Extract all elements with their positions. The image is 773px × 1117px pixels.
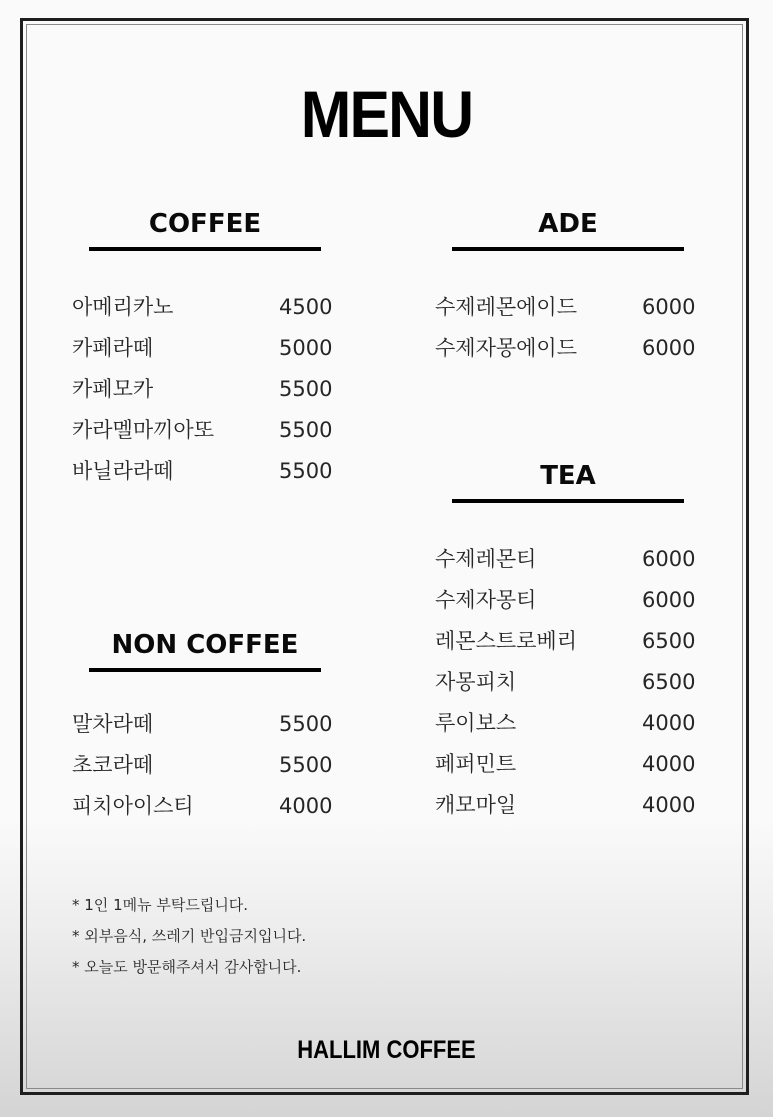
- non-coffee-section: [89, 630, 321, 676]
- menu-item-price: 6000: [642, 547, 696, 571]
- menu-item-price: 6000: [642, 336, 696, 360]
- tea-section: [452, 461, 684, 507]
- tea-heading-rule: [452, 499, 684, 503]
- menu-item-name: 페퍼민트: [435, 752, 517, 776]
- note-item: * 1인 1메뉴 부탁드립니다.: [72, 896, 249, 914]
- menu-item: [435, 626, 697, 656]
- menu-item-price: 4000: [642, 711, 696, 735]
- menu-item-price: 4000: [642, 793, 696, 817]
- coffee-heading-rule: [89, 247, 321, 251]
- menu-item-name: 피치아이스티: [72, 794, 194, 818]
- ade-section: [452, 209, 684, 255]
- menu-item-price: 5500: [279, 377, 333, 401]
- menu-item: [435, 667, 697, 697]
- menu-item: [435, 708, 697, 738]
- menu-item-price: 4500: [279, 295, 333, 319]
- menu-item: [435, 292, 697, 322]
- menu-item-name: 캐모마일: [435, 793, 517, 817]
- menu-item-name: 자몽피치: [435, 670, 517, 694]
- menu-item-price: 4000: [642, 752, 696, 776]
- menu-item: [72, 374, 332, 404]
- menu-item: [435, 544, 697, 574]
- menu-item: [72, 415, 332, 445]
- menu-item-price: 4000: [279, 794, 333, 818]
- menu-item-name: 초코라떼: [72, 753, 154, 777]
- ade-heading: ADE: [538, 209, 598, 239]
- menu-item-name: 아메리카노: [72, 295, 174, 319]
- footer-brand: HALLIM COFFEE: [297, 1036, 476, 1064]
- menu-item-name: 카페모카: [72, 377, 154, 401]
- menu-item: [72, 709, 332, 739]
- notes-list: [72, 890, 306, 983]
- menu-item-name: 카라멜마끼아또: [72, 418, 215, 442]
- menu-item: [72, 292, 332, 322]
- menu-title: MENU: [300, 77, 473, 151]
- menu-item-price: 5500: [279, 753, 333, 777]
- coffee-heading: COFFEE: [148, 209, 262, 239]
- menu-item-price: 6000: [642, 588, 696, 612]
- menu-item: [72, 456, 332, 486]
- menu-item-name: 레몬스트로베리: [435, 629, 578, 653]
- non-coffee-heading-rule: [89, 668, 321, 672]
- menu-item-name: 수제레몬에이드: [435, 295, 578, 319]
- menu-item-price: 5500: [279, 459, 333, 483]
- menu-item: [72, 333, 332, 363]
- note-item: * 외부음식, 쓰레기 반입금지입니다.: [72, 927, 307, 945]
- menu-item-name: 수제레몬티: [435, 547, 537, 571]
- menu-item: [435, 749, 697, 779]
- menu-item-name: 수제자몽티: [435, 588, 537, 612]
- note-item: * 오늘도 방문해주셔서 감사합니다.: [72, 958, 302, 976]
- non-coffee-heading: NON COFFEE: [111, 630, 299, 660]
- menu-item: [72, 750, 332, 780]
- menu-item-name: 바닐라라떼: [72, 459, 174, 483]
- menu-item: [435, 333, 697, 363]
- menu-item-name: 말차라떼: [72, 712, 154, 736]
- menu-item-price: 6000: [642, 295, 696, 319]
- ade-heading-rule: [452, 247, 684, 251]
- menu-item-price: 6500: [642, 629, 696, 653]
- coffee-section: [89, 209, 321, 255]
- menu-item-name: 카페라떼: [72, 336, 154, 360]
- menu-item-price: 5500: [279, 418, 333, 442]
- menu-item-price: 5000: [279, 336, 333, 360]
- menu-item-price: 6500: [642, 670, 696, 694]
- menu-item-name: 수제자몽에이드: [435, 336, 578, 360]
- menu-item: [72, 791, 332, 821]
- menu-item: [435, 790, 697, 820]
- menu-item-name: 루이보스: [435, 711, 517, 735]
- menu-item: [435, 585, 697, 615]
- tea-heading: TEA: [540, 461, 596, 491]
- menu-item-price: 5500: [279, 712, 333, 736]
